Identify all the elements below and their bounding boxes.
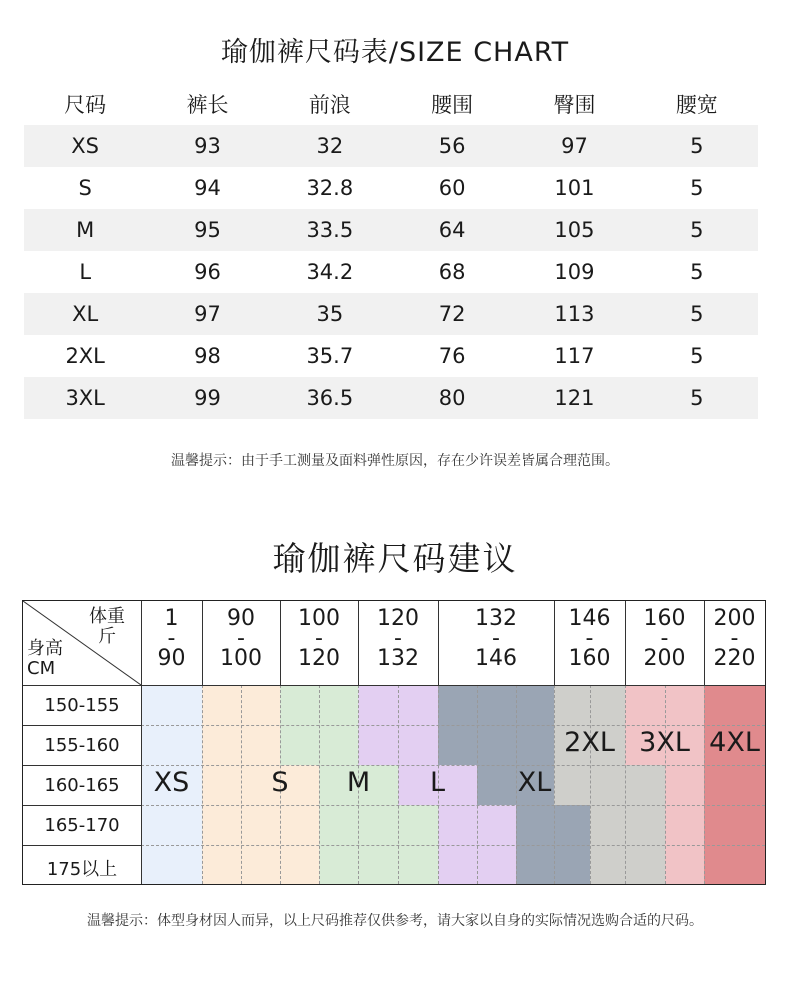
- fill-cell: [141, 685, 202, 725]
- height-row-header: 160-165: [44, 775, 120, 796]
- fill-cell: [319, 845, 358, 884]
- fill-cell: [554, 685, 590, 725]
- fill-cell: [241, 685, 280, 725]
- dashed-hline: [141, 765, 765, 766]
- table-cell: 94: [194, 176, 221, 200]
- table-cell: XS: [24, 125, 146, 167]
- table-cell: 97: [513, 125, 635, 167]
- dashed-vline: [625, 685, 626, 884]
- table-cell: 64: [391, 209, 513, 251]
- fill-cell: [516, 805, 554, 845]
- size-table-header-row: [24, 83, 758, 125]
- table-cell: 105: [513, 209, 635, 251]
- weight-value: 200: [643, 646, 686, 671]
- header-front-rise: 前浪: [308, 93, 351, 117]
- fill-cell: [438, 805, 477, 845]
- fill-cell: [241, 805, 280, 845]
- recommend-note: 温馨提示：体型身材因人而异，以上尺码推荐仅供参考，请大家以自身的实际情况选购合适的尺码。: [87, 913, 703, 929]
- header-size: 尺码: [64, 93, 107, 117]
- weight-column-header: [141, 606, 202, 671]
- weight-value: 132: [377, 646, 419, 671]
- height-row-header: 150-155: [44, 695, 120, 716]
- weight-column-header: [438, 606, 554, 671]
- table-cell: 35: [269, 293, 391, 335]
- size-label: XS: [153, 767, 190, 798]
- weight-column-header: [625, 606, 704, 671]
- table-cell: 5: [636, 377, 758, 419]
- table-cell: 5: [690, 176, 704, 200]
- fill-cell: [319, 725, 358, 765]
- fill-cell: [625, 805, 665, 845]
- table-cell: 99: [146, 377, 268, 419]
- fill-cell: [141, 805, 202, 845]
- fill-cell: [665, 845, 704, 884]
- fill-cell: [398, 685, 438, 725]
- table-row: [24, 251, 758, 293]
- fill-cell: [477, 725, 516, 765]
- fill-cell: [358, 805, 398, 845]
- header-hip: 臀围: [553, 93, 596, 117]
- table-cell: 109: [554, 260, 595, 284]
- fill-cell: [398, 845, 438, 884]
- fill-cell: [438, 725, 477, 765]
- fill-cell: [202, 845, 241, 884]
- table-row: [24, 335, 758, 377]
- fill-cell: [358, 685, 398, 725]
- fill-cell: [625, 765, 665, 805]
- fill-cell: [516, 725, 554, 765]
- table-cell: 72: [391, 293, 513, 335]
- weight-value: 160: [643, 606, 686, 631]
- weight-value: 146: [475, 646, 517, 671]
- table-row: [24, 167, 758, 209]
- fill-cell: [704, 845, 765, 884]
- table-cell: 121: [513, 377, 635, 419]
- weight-value: -: [660, 626, 669, 651]
- table-cell: 5: [636, 293, 758, 335]
- fill-cell: [554, 805, 590, 845]
- fill-cell: [280, 685, 319, 725]
- weight-value: 90: [157, 646, 186, 671]
- weight-value: 100: [220, 646, 262, 671]
- fill-cell: [202, 685, 241, 725]
- table-cell: 34.2: [306, 260, 354, 284]
- dashed-hline: [141, 805, 765, 806]
- table-cell: 5: [690, 344, 704, 368]
- size-label: L: [429, 767, 446, 798]
- fill-cell: [141, 725, 202, 765]
- table-row: [24, 377, 758, 419]
- weight-value: -: [394, 626, 402, 651]
- weight-column-header: [704, 606, 765, 671]
- table-cell: 101: [554, 176, 595, 200]
- fill-cell: [141, 845, 202, 884]
- table-cell: S: [78, 176, 92, 200]
- size-table: [24, 83, 758, 419]
- header-waistband: 腰宽: [675, 93, 718, 117]
- fill-cell: [202, 805, 241, 845]
- table-cell: 95: [146, 209, 268, 251]
- table-cell: 97: [146, 293, 268, 335]
- row-divider: [23, 765, 141, 766]
- weight-value: 90: [227, 606, 255, 631]
- table-cell: L: [79, 260, 92, 284]
- table-cell: 117: [554, 344, 595, 368]
- weight-column-header: [554, 606, 625, 671]
- row-divider: [23, 805, 141, 806]
- dashed-hline: [141, 725, 765, 726]
- table-cell: 5: [690, 260, 704, 284]
- table-row: [24, 293, 758, 335]
- weight-value: 146: [568, 606, 611, 631]
- table-cell: 3XL: [24, 377, 146, 419]
- fill-cell: [280, 725, 319, 765]
- fill-cell: [590, 845, 625, 884]
- fill-cell: [665, 765, 704, 805]
- weight-value: 200: [713, 606, 756, 631]
- table-cell: 68: [438, 260, 466, 284]
- weight-value: 100: [298, 606, 340, 631]
- table-cell: 2XL: [65, 344, 105, 368]
- fill-cell: [625, 685, 665, 725]
- weight-value: 120: [298, 646, 340, 671]
- fill-cell: [241, 725, 280, 765]
- size-chart-title: 瑜伽裤尺码表/SIZE CHART: [220, 37, 570, 68]
- weight-value: -: [315, 626, 323, 651]
- size-recommend-grid: [22, 600, 766, 885]
- fill-cell: [665, 805, 704, 845]
- dashed-hline: [141, 845, 765, 846]
- table-cell: 5: [636, 209, 758, 251]
- fill-cell: [398, 725, 438, 765]
- fill-cell: [358, 725, 398, 765]
- weight-value: -: [167, 626, 176, 651]
- fill-cell: [704, 685, 765, 725]
- weight-value: -: [237, 626, 245, 651]
- weight-value: -: [492, 626, 500, 651]
- size-label: S: [271, 767, 289, 798]
- size-label: 4XL: [709, 727, 760, 758]
- fill-cell: [625, 845, 665, 884]
- corner-height-label: 身高 CM: [27, 638, 63, 679]
- table-cell: 33.5: [269, 209, 391, 251]
- row-divider: [23, 845, 141, 846]
- table-cell: 35.7: [306, 344, 354, 368]
- fill-cell: [704, 805, 765, 845]
- weight-value: -: [585, 626, 594, 651]
- table-cell: 98: [194, 344, 221, 368]
- height-row-header: 155-160: [44, 735, 120, 756]
- weight-value: 120: [377, 606, 419, 631]
- weight-column-header: [280, 606, 358, 671]
- fill-cell: [590, 765, 625, 805]
- table-cell: 32: [269, 125, 391, 167]
- size-label: XL: [517, 767, 552, 798]
- fill-cell: [438, 685, 477, 725]
- fill-cell: [665, 685, 704, 725]
- dashed-vline: [704, 685, 705, 884]
- fill-cell: [516, 685, 554, 725]
- table-cell: 60: [438, 176, 466, 200]
- weight-value: 220: [713, 646, 756, 671]
- table-cell: M: [24, 209, 146, 251]
- weight-value: 1: [164, 606, 179, 631]
- fill-cell: [398, 805, 438, 845]
- size-label: 2XL: [564, 727, 615, 758]
- weight-column-header: [358, 606, 438, 671]
- fill-cell: [477, 845, 516, 884]
- table-cell: XL: [24, 293, 146, 335]
- table-cell: 56: [391, 125, 513, 167]
- weight-value: 132: [475, 606, 517, 631]
- height-row-header: 165-170: [44, 815, 120, 836]
- table-cell: 96: [194, 260, 221, 284]
- recommend-title: 瑜伽裤尺码建议: [272, 539, 518, 578]
- fill-cell: [319, 805, 358, 845]
- dashed-vline: [665, 685, 666, 884]
- table-cell: 36.5: [269, 377, 391, 419]
- fill-cell: [438, 845, 477, 884]
- fill-cell: [241, 845, 280, 884]
- fill-cell: [358, 845, 398, 884]
- height-row-header: 175以上: [46, 859, 118, 880]
- fill-cell: [516, 845, 554, 884]
- table-cell: 32.8: [306, 176, 354, 200]
- fill-cell: [202, 765, 241, 805]
- weight-column-header: [202, 606, 280, 671]
- table-cell: 76: [438, 344, 466, 368]
- table-cell: 80: [391, 377, 513, 419]
- table-row: [24, 125, 758, 167]
- measurement-note: 温馨提示：由于手工测量及面料弹性原因，存在少许误差皆属合理范围。: [171, 453, 619, 469]
- table-row: [24, 209, 758, 251]
- fill-cell: [319, 685, 358, 725]
- header-length: 裤长: [186, 93, 229, 117]
- fill-cell: [704, 765, 765, 805]
- table-cell: 113: [513, 293, 635, 335]
- corner-weight-label: 体重 斤: [89, 606, 125, 647]
- fill-cell: [590, 685, 625, 725]
- header-divider: [23, 685, 765, 686]
- fill-cell: [202, 725, 241, 765]
- table-cell: 5: [636, 125, 758, 167]
- weight-value: 160: [568, 646, 611, 671]
- fill-cell: [477, 805, 516, 845]
- fill-cell: [280, 805, 319, 845]
- size-label: 3XL: [639, 727, 690, 758]
- fill-cell: [590, 805, 625, 845]
- header-waist: 腰围: [431, 93, 474, 117]
- fill-cell: [554, 845, 590, 884]
- weight-value: -: [730, 626, 739, 651]
- dashed-vline: [202, 685, 203, 884]
- fill-cell: [477, 685, 516, 725]
- fill-cell: [280, 845, 319, 884]
- size-label: M: [346, 767, 371, 798]
- row-divider: [23, 725, 141, 726]
- table-cell: 93: [146, 125, 268, 167]
